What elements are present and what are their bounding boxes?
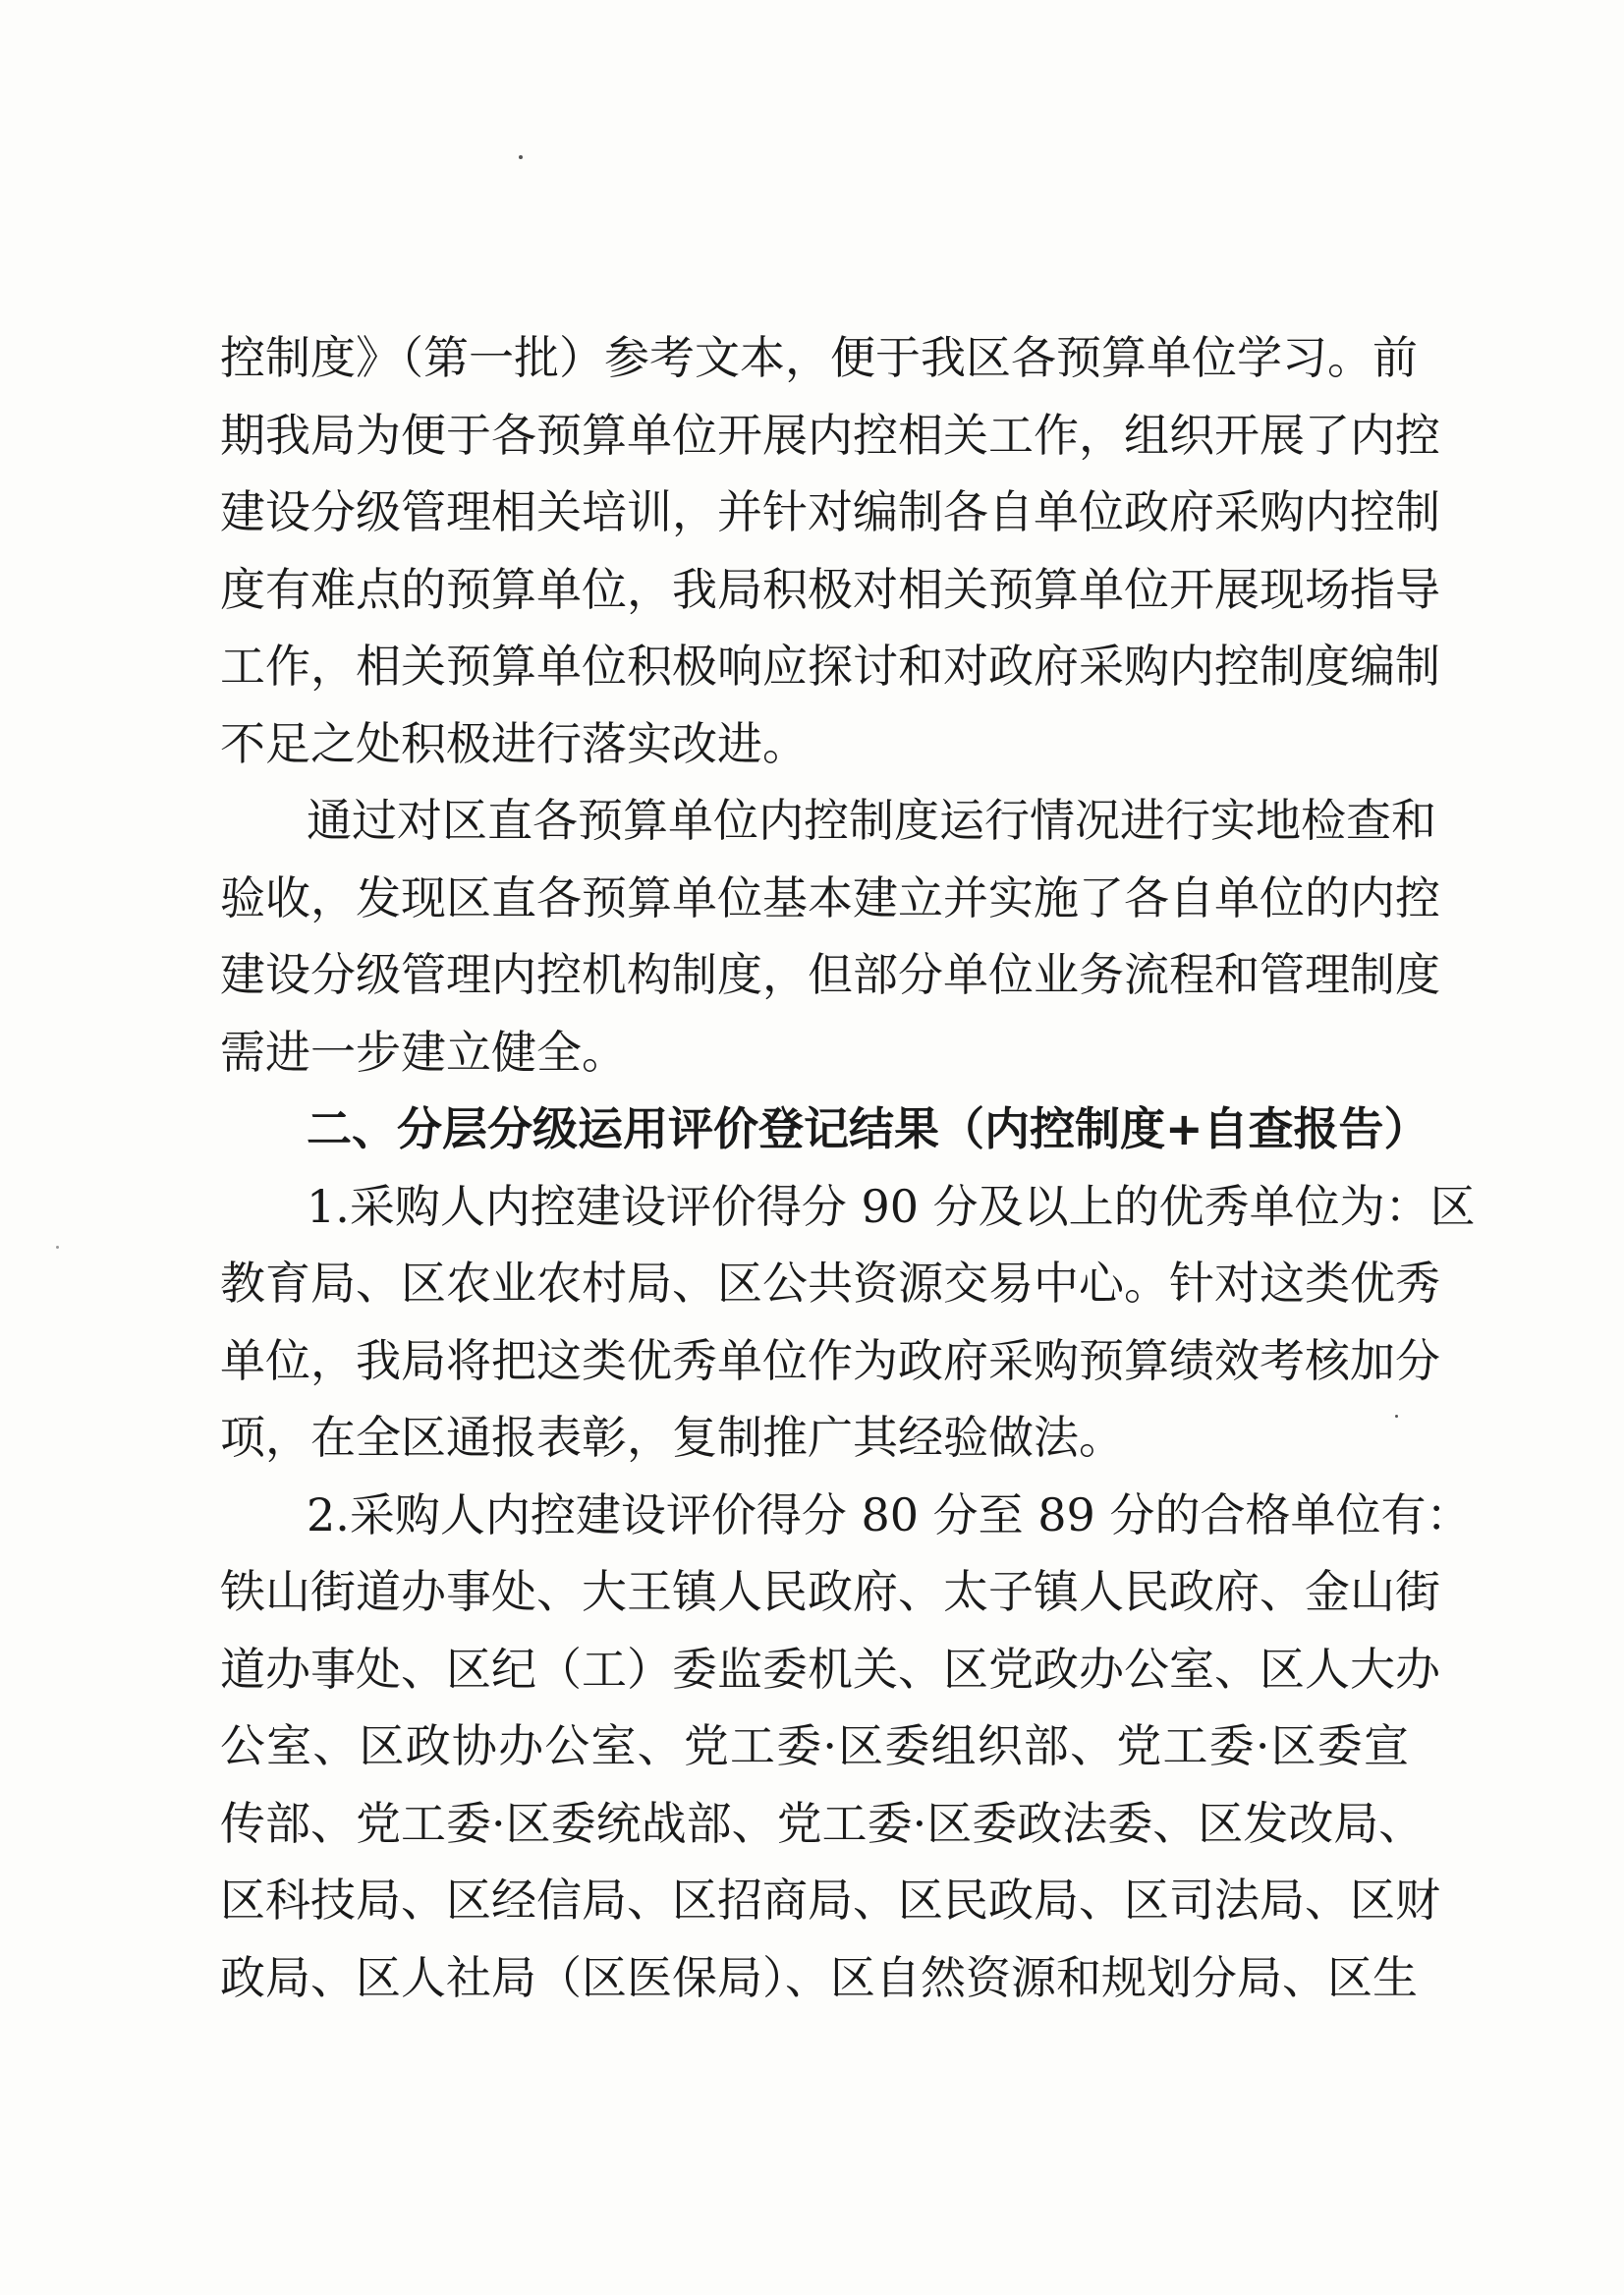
text-line: 项，在全区通报表彰，复制推广其经验做法。 [220, 1411, 1124, 1464]
text-line: 道办事处、区纪（工）委监委机关、区党政办公室、区人大办 [220, 1642, 1440, 1696]
scan-speck [56, 1246, 59, 1249]
text-line: 不足之处积极进行落实改进。 [220, 716, 808, 770]
document-body [220, 319, 1476, 2016]
text-line: 2.采购人内控建设评价得分 80 分至 89 分的合格单位有： [307, 1487, 1472, 1541]
text-line: 通过对区直各预算单位内控制度运行情况进行实地检查和 [307, 794, 1436, 847]
text-line: 1.采购人内控建设评价得分 90 分及以上的优秀单位为：区 [307, 1179, 1476, 1233]
section-heading: 二、分层分级运用评价登记结果（内控制度+自查报告） [307, 1102, 1429, 1155]
text-line: 区科技局、区经信局、区招商局、区民政局、区司法局、区财 [220, 1874, 1440, 1927]
text-line: 公室、区政协办公室、党工委·区委组织部、党工委·区委宣 [220, 1719, 1409, 1772]
text-line: 需进一步建立健全。 [220, 1025, 627, 1079]
text-line: 建设分级管理内控机构制度，但部分单位业务流程和管理制度 [220, 948, 1440, 1001]
text-line: 验收，发现区直各预算单位基本建立并实施了各自单位的内控 [220, 870, 1440, 924]
text-line: 控制度》（第一批）参考文本，便于我区各预算单位学习。前 [220, 331, 1418, 384]
text-line: 传部、党工委·区委统战部、党工委·区委政法委、区发改局、 [220, 1796, 1425, 1850]
text-line: 教育局、区农业农村局、区公共资源交易中心。针对这类优秀 [220, 1257, 1440, 1310]
text-line: 期我局为便于各预算单位开展内控相关工作，组织开展了内控 [220, 408, 1440, 462]
text-line: 政局、区人社局（区医保局）、区自然资源和规划分局、区生 [220, 1950, 1418, 2004]
text-line: 建设分级管理相关培训，并针对编制各自单位政府采购内控制 [220, 485, 1440, 538]
text-line: 度有难点的预算单位，我局积极对相关预算单位开展现场指导 [220, 562, 1440, 616]
text-line: 单位，我局将把这类优秀单位作为政府采购预算绩效考核加分 [220, 1333, 1440, 1387]
text-line: 工作，相关预算单位积极响应探讨和对政府采购内控制度编制 [220, 640, 1440, 693]
text-line: 铁山街道办事处、大王镇人民政府、太子镇人民政府、金山街 [220, 1565, 1440, 1618]
scan-speck [519, 155, 523, 159]
